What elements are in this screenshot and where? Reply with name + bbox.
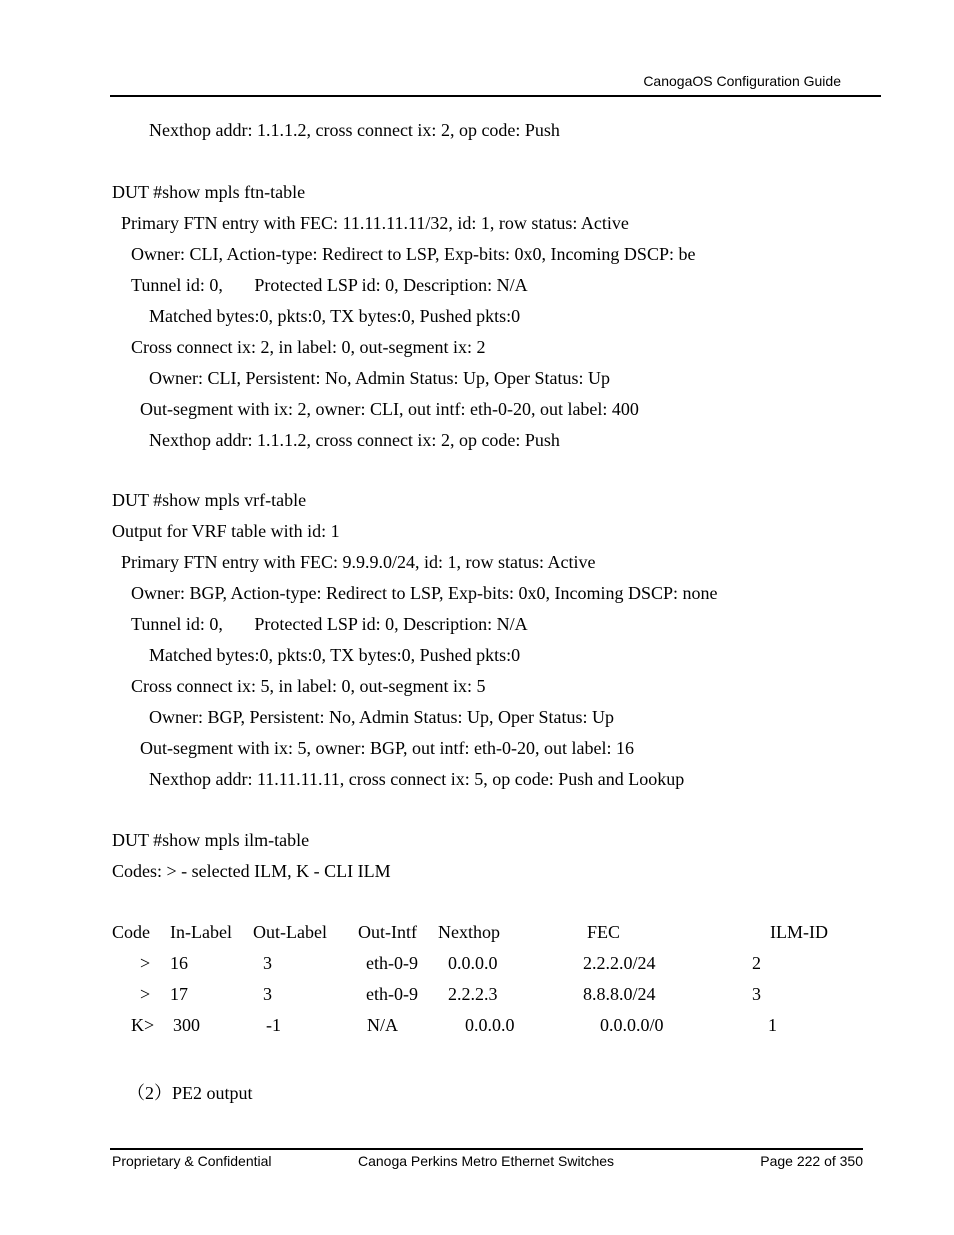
header-title: CanogaOS Configuration Guide [643, 73, 841, 89]
table-cell: 300 [173, 1015, 200, 1035]
body-line: Tunnel id: 0, Protected LSP id: 0, Description: N/A [131, 614, 528, 634]
table-cell: 2.2.2.3 [448, 984, 498, 1004]
body-line: Cross connect ix: 2, in label: 0, out-segment ix: 2 [131, 337, 486, 357]
body-line: Output for VRF table with id: 1 [112, 521, 340, 541]
table-cell: 1 [768, 1015, 777, 1035]
body-line: Primary FTN entry with FEC: 9.9.9.0/24, id: 1, row status: Active [121, 552, 596, 572]
table-cell: 0.0.0.0 [448, 953, 498, 973]
body-line: Owner: BGP, Action-type: Redirect to LSP, Exp-bits: 0x0, Incoming DSCP: none [131, 583, 718, 603]
table-cell: 0.0.0.0/0 [600, 1015, 664, 1035]
table-cell: 8.8.8.0/24 [583, 984, 656, 1004]
footer-divider [110, 1148, 863, 1150]
column-header: FEC [587, 922, 621, 942]
table-cell: -1 [266, 1015, 281, 1035]
column-header: Out-Intf [358, 922, 417, 942]
table-cell: 2 [752, 953, 761, 973]
table-cell: > [140, 953, 151, 973]
body-line: Matched bytes:0, pkts:0, TX bytes:0, Pushed pkts:0 [149, 306, 521, 326]
footer-right: Page 222 of 350 [760, 1153, 863, 1169]
table-cell: K> [131, 1015, 155, 1035]
footer-center: Canoga Perkins Metro Ethernet Switches [358, 1153, 615, 1169]
column-header: Out-Label [253, 922, 327, 942]
body-line: Nexthop addr: 1.1.1.2, cross connect ix: 2, op code: Push [149, 430, 560, 450]
table-cell: eth-0-9 [366, 953, 418, 973]
table-cell: 3 [263, 984, 272, 1004]
table-cell: 17 [170, 984, 188, 1004]
body-line: Codes: > - selected ILM, K - CLI ILM [112, 861, 391, 881]
body-line: Out-segment with ix: 2, owner: CLI, out intf: eth-0-20, out label: 400 [140, 399, 639, 419]
table-cell: > [140, 984, 151, 1004]
body-line: Tunnel id: 0, Protected LSP id: 0, Description: N/A [131, 275, 528, 295]
table-cell: 3 [263, 953, 272, 973]
table-cell: eth-0-9 [366, 984, 418, 1004]
table-cell: 0.0.0.0 [465, 1015, 515, 1035]
header-divider [110, 95, 881, 97]
body-line: Owner: BGP, Persistent: No, Admin Status: Up, Oper Status: Up [149, 707, 615, 727]
footer-left: Proprietary & Confidential [112, 1153, 272, 1169]
body-line: Nexthop addr: 11.11.11.11, cross connect ix: 5, op code: Push and Lookup [149, 769, 685, 789]
table-cell: 3 [752, 984, 761, 1004]
body-line: Primary FTN entry with FEC: 11.11.11.11/32, id: 1, row status: Active [121, 213, 629, 233]
body-line: Owner: CLI, Persistent: No, Admin Status: Up, Oper Status: Up [149, 368, 610, 388]
command-line: DUT #show mpls ftn-table [112, 182, 306, 202]
body-line: Out-segment with ix: 5, owner: BGP, out intf: eth-0-20, out label: 16 [140, 738, 634, 758]
command-line: DUT #show mpls vrf-table [112, 490, 307, 510]
table-cell: 2.2.2.0/24 [583, 953, 656, 973]
section-label: （2）PE2 output [127, 1083, 253, 1103]
body-line: Nexthop addr: 1.1.1.2, cross connect ix: 2, op code: Push [149, 120, 560, 140]
command-line: DUT #show mpls ilm-table [112, 830, 310, 850]
column-header: Nexthop [438, 922, 500, 942]
column-header: In-Label [170, 922, 232, 942]
body-line: Cross connect ix: 5, in label: 0, out-segment ix: 5 [131, 676, 486, 696]
body-line: Matched bytes:0, pkts:0, TX bytes:0, Pushed pkts:0 [149, 645, 521, 665]
column-header: Code [112, 922, 150, 942]
body-line: Owner: CLI, Action-type: Redirect to LSP, Exp-bits: 0x0, Incoming DSCP: be [131, 244, 696, 264]
table-cell: 16 [170, 953, 188, 973]
table-cell: N/A [367, 1015, 398, 1035]
column-header: ILM-ID [770, 922, 828, 942]
